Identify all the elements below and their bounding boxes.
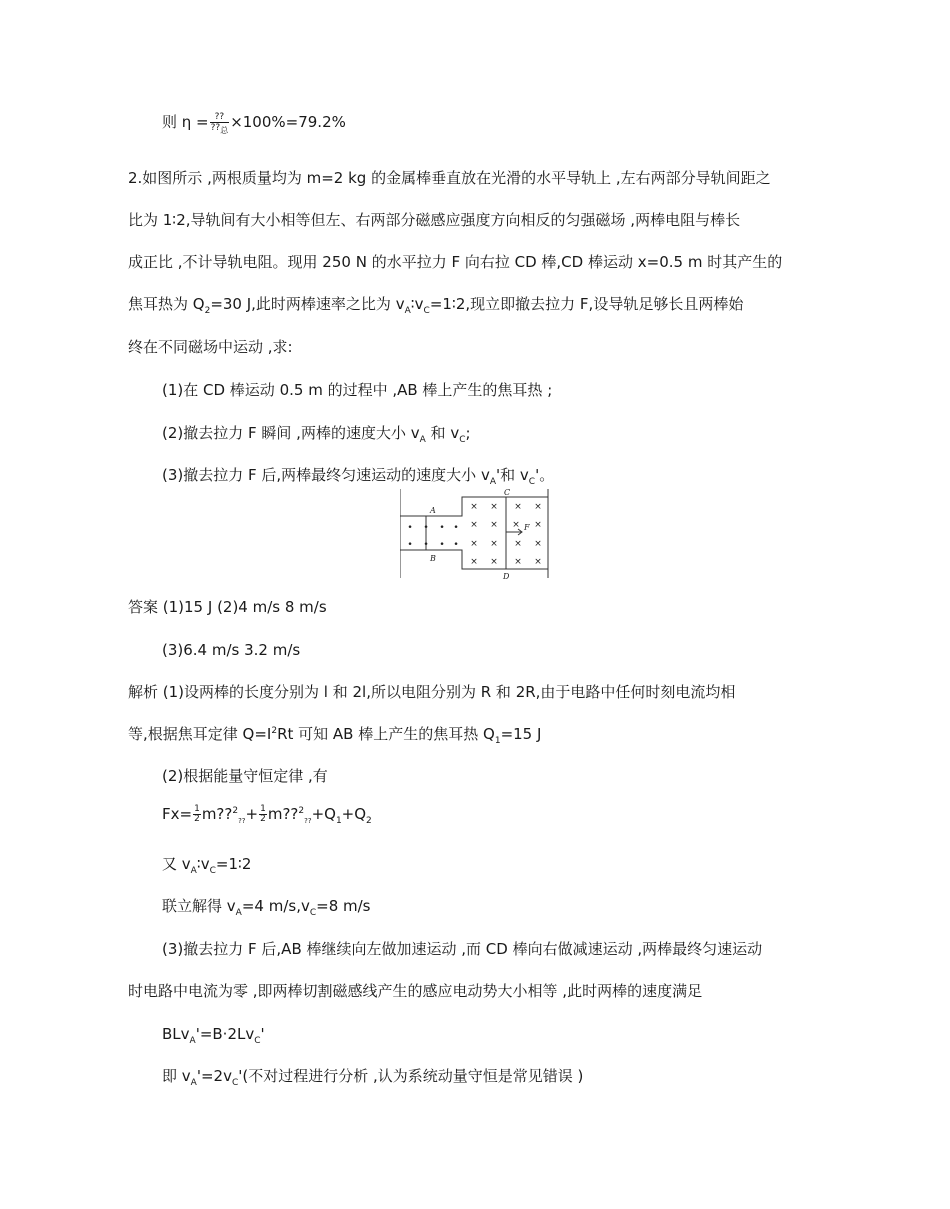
explanation-line-10: 即 $v_A'=2v_C'$(不对过程进行分析 ,认为系统动量守恒是常见错误 ) [162,1067,584,1088]
svg-text:×: × [534,539,542,549]
svg-text:×: × [490,539,498,549]
label-d: D [503,572,510,580]
question-3: (3)撤去拉力 F 后,两棒最终匀速运动的速度大小 $v_A'$和 $v_C'$。 [162,466,555,487]
svg-text:•: • [423,523,429,533]
explanation-line-5: 又 $v_A∶v_C=1∶2$ [162,855,252,876]
svg-text:×: × [470,502,478,512]
svg-text:•: • [453,523,459,533]
svg-text:×: × [514,539,522,549]
svg-text:•: • [439,540,445,550]
explanation-line-1: 解析 (1)设两棒的长度分别为 l 和 2l,所以电阻分别为 R 和 2R,由于电路中任何时刻电流均相 [128,683,736,701]
svg-text:×: × [490,502,498,512]
svg-text:•: • [423,540,429,550]
svg-text:×: × [470,557,478,567]
problem-line-3: 成正比 ,不计导轨电阻。现用 250 N 的水平拉力 F 向右拉 CD 棒,CD 棒运动 x=0.5 m 时其产生的 [128,253,783,271]
efficiency-formula [162,112,346,133]
label-b: B [430,554,436,563]
problem-line-4: 焦耳热为 $Q_2=30$ J,此时两棒速率之比为 $v_A∶v_C=1∶2$,现立即撤去拉力 F,设导轨足够长且两棒始 [128,295,744,316]
label-a: A [430,506,436,515]
svg-text:×: × [514,557,522,567]
explanation-line-9: $BLv_A'=B\cdot 2Lv_C'$ [162,1025,265,1046]
svg-text:•: • [439,523,445,533]
svg-text:×: × [534,520,542,530]
svg-text:×: × [490,520,498,530]
question-1: (1)在 CD 棒运动 0.5 m 的过程中 ,AB 棒上产生的焦耳热 ; [162,381,553,399]
svg-text:×: × [470,520,478,530]
svg-text:×: × [534,557,542,567]
problem-line-1: 2.如图所示 ,两根质量均为 m=2 kg 的金属棒垂直放在光滑的水平导轨上 ,左右两部分导轨间距之 [128,169,771,187]
formula-prefix: 则 η = [162,113,209,131]
label-c: C [504,488,511,497]
problem-line-2: 比为 1∶2,导轨间有大小相等但左、右两部分磁感应强度方向相反的匀强磁场 ,两棒电阻与棒长 [128,211,741,229]
svg-text:×: × [534,502,542,512]
explanation-line-3: (2)根据能量守恒定律 ,有 [162,767,328,785]
label-f: F [524,523,530,532]
svg-text:•: • [407,523,413,533]
fraction: $\frac{??}{\text{??总}}$ [210,111,229,135]
svg-text:×: × [490,557,498,567]
svg-text:•: • [407,540,413,550]
explanation-line-7: (3)撤去拉力 F 后,AB 棒继续向左做加速运动 ,而 CD 棒向右做减速运动 ,两棒最终匀速运动 [162,940,763,958]
problem-line-5: 终在不同磁场中运动 ,求: [128,338,293,356]
svg-text:×: × [514,502,522,512]
rail-diagram-svg [400,488,550,580]
svg-text:×: × [470,539,478,549]
svg-text:×: × [512,520,520,530]
explanation-line-2: 等,根据焦耳定律 $Q=I^2Rt$ 可知 AB 棒上产生的焦耳热 $Q_1=15$ J [128,725,542,746]
answer-line-1: 答案 (1)15 J (2)4 m/s 8 m/s [128,598,327,616]
explanation-line-6: 联立解得 $v_A=4$ $m/s,v_C=8$ m/s [162,897,371,918]
explanation-line-8: 时电路中电流为零 ,即两棒切割磁感线产生的感应电动势大小相等 ,此时两棒的速度满足 [128,982,703,1000]
energy-equation: Fx= $\frac{1}{2}$ m??$^2_{??}$+ $\frac{1}{2}$ $m??^2_{??}+Q_1+Q_2$ [162,804,372,826]
svg-text:•: • [453,540,459,550]
question-2: (2)撤去拉力 F 瞬间 ,两棒的速度大小 $v_A$ 和 $v_C$; [162,424,471,445]
formula-suffix: ×100%=79.2% [230,113,346,131]
answer-line-2: (3)6.4 m/s 3.2 m/s [162,641,301,659]
rail-diagram [400,488,550,584]
